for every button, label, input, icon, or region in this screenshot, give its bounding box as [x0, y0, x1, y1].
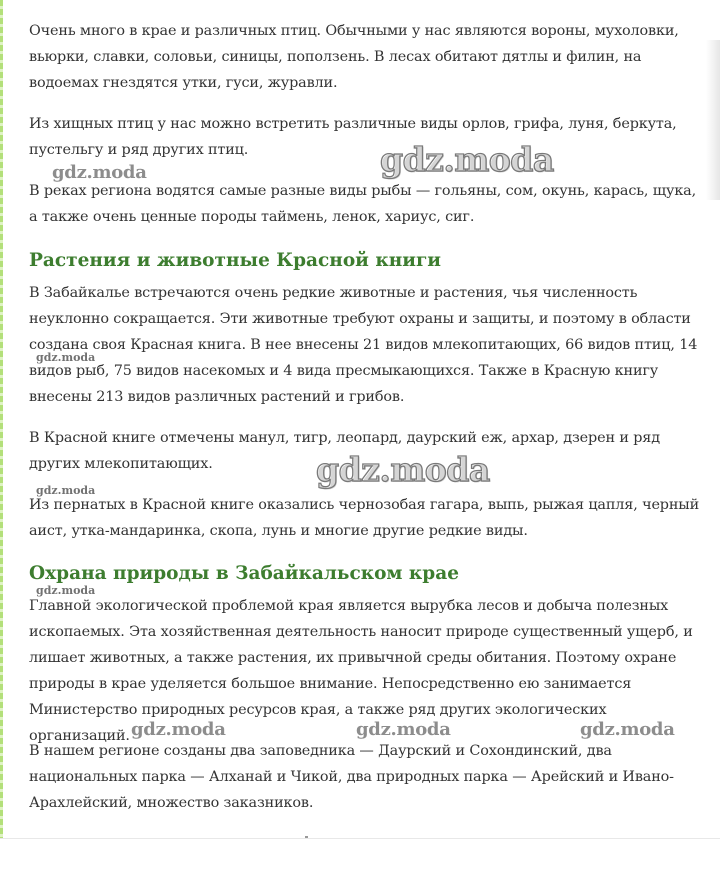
watermark-logo: gdz.moda — [36, 584, 96, 597]
paragraph-birds: Очень много в крае и различных птиц. Обычными у нас являются вороны, мухоловки, вьюрки, славки, соловьи, синицы, поползень. В лесах обитают дятлы и филин, на водоемах гнездятся утки, гуси, журавли. — [29, 23, 679, 91]
watermark-logo: gdz.moda — [36, 484, 96, 497]
heading-protection: Охрана природы в Забайкальском крае — [29, 563, 459, 584]
watermark-logo: gdz.moda — [131, 719, 226, 740]
paragraph-feathered: Из пернатых в Красной книге оказались чернозобая гагара, выпь, рыжая цапля, черный аист, утка-мандаринка, скопа, лунь и многие другие редкие виды. — [29, 497, 700, 539]
heading-red-book: Растения и животные Красной книги — [29, 250, 442, 271]
watermark-logo: gdz.moda — [380, 140, 554, 179]
paragraph-mammals: В Красной книге отмечены манул, тигр, леопард, даурский еж, архар, дзерен и ряд других млекопитающих. — [29, 430, 660, 472]
paragraph-red-book-intro: В Забайкалье встречаются очень редкие животные и растения, чья численность неуклонно сокращается. Эти животные требуют охраны и защиты, и поэтому в области создана своя Красная книга. В нее внесены 21 видов млекопитающих, 66 видов птиц, 14 видов рыб, 75 видов насекомых и 4 вида пресмыкающихся. Также в Красную книгу внесены 213 видов различных растений и грибов. — [29, 285, 698, 405]
stray-mark — [305, 836, 308, 838]
page-edge-shadow — [706, 40, 720, 200]
page-bottom-divider — [0, 838, 720, 839]
watermark-logo: gdz.moda — [356, 719, 451, 740]
paragraph-fish: В реках региона водятся самые разные виды рыбы — гольяны, сом, окунь, карась, щука, а также очень ценные породы таймень, ленок, хариус, сиг. — [29, 183, 697, 225]
paragraph-ecology: Главной экологической проблемой края является вырубка лесов и добыча полезных ископаемых. Эта хозяйственная деятельность наносит природе существенный ущерб, и лишает животных, а также растения, их привычной среды обитания. Поэтому охране природы в крае уделяется большое внимание. Непосредственно ею занимается Министерство природных ресурсов края, а также ряд других экологических организаций. — [29, 598, 693, 744]
paragraph-reserves: В нашем регионе созданы два заповедника — Даурский и Сохондинский, два национальных парка — Алханай и Чикой, два природных парка — Арейский и Ивано-Арахлейский, множество заказников. — [29, 743, 674, 811]
watermark-logo: gdz.moda — [316, 450, 490, 489]
watermark-logo: gdz.moda — [52, 162, 147, 183]
left-accent-border — [0, 0, 3, 838]
watermark-logo: gdz.moda — [36, 351, 96, 364]
paragraph-predators: Из хищных птиц у нас можно встретить различные виды орлов, грифа, луня, беркута, пустельгу и ряд других птиц. — [29, 116, 677, 158]
watermark-logo: gdz.moda — [580, 719, 675, 740]
